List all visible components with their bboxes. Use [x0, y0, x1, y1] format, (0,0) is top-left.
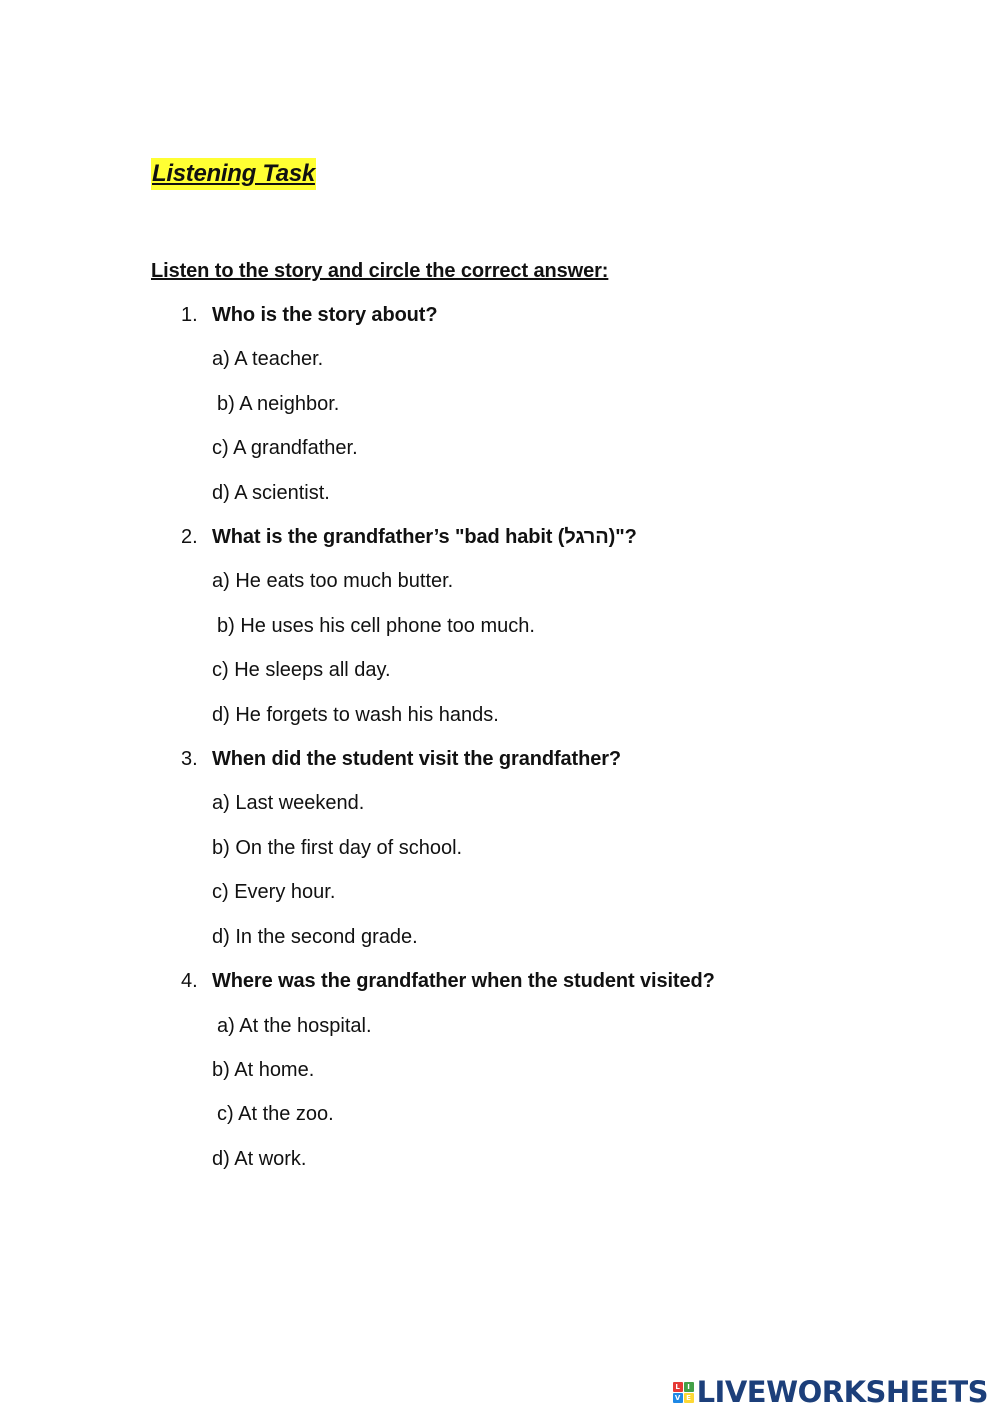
question-number: 1.	[181, 304, 198, 326]
question-number: 3.	[181, 748, 198, 770]
answer-option-a[interactable]: a) Last weekend.	[212, 792, 365, 814]
liveworksheets-logo-icon	[673, 1382, 694, 1403]
liveworksheets-brand	[673, 1376, 988, 1408]
question-text: When did the student visit the grandfather?	[212, 748, 622, 770]
answer-option-a[interactable]: a) He eats too much butter.	[212, 570, 454, 592]
answer-option-b[interactable]: b) At home.	[212, 1059, 315, 1081]
answer-option-c[interactable]: c) A grandfather.	[212, 437, 358, 459]
answer-option-a[interactable]: a) At the hospital.	[217, 1015, 372, 1037]
answer-option-c[interactable]: c) Every hour.	[212, 881, 336, 903]
question-number: 4.	[181, 970, 198, 992]
logo-tile: E	[684, 1393, 694, 1403]
answer-option-b[interactable]: b) A neighbor.	[217, 393, 340, 415]
question-text: Who is the story about?	[212, 304, 438, 326]
brand-name: LIVEWORKSHEETS	[696, 1375, 988, 1409]
logo-tile: V	[673, 1393, 683, 1403]
answer-option-b[interactable]: b) On the first day of school.	[212, 837, 463, 859]
answer-option-d[interactable]: d) In the second grade.	[212, 926, 418, 948]
logo-tile: L	[673, 1382, 683, 1392]
question-text: Where was the grandfather when the student visited?	[212, 970, 715, 992]
answer-option-d[interactable]: d) A scientist.	[212, 482, 330, 504]
question-text-part: )"?	[608, 526, 637, 548]
hebrew-word: הרגל	[564, 526, 609, 548]
page-title: Listening Task	[151, 158, 316, 190]
logo-tile: I	[684, 1382, 694, 1392]
instruction-text: Listen to the story and circle the correct answer:	[151, 260, 609, 282]
answer-option-c[interactable]: c) He sleeps all day.	[212, 659, 391, 681]
question-text	[212, 523, 637, 551]
answer-option-d[interactable]: d) At work.	[212, 1148, 307, 1170]
answer-option-c[interactable]: c) At the zoo.	[217, 1103, 334, 1125]
answer-option-d[interactable]: d) He forgets to wash his hands.	[212, 704, 499, 726]
answer-option-a[interactable]: a) A teacher.	[212, 348, 324, 370]
question-text-part: What is the grandfather’s "bad habit (	[212, 526, 565, 548]
answer-option-b[interactable]: b) He uses his cell phone too much.	[217, 615, 535, 637]
question-number: 2.	[181, 526, 198, 548]
